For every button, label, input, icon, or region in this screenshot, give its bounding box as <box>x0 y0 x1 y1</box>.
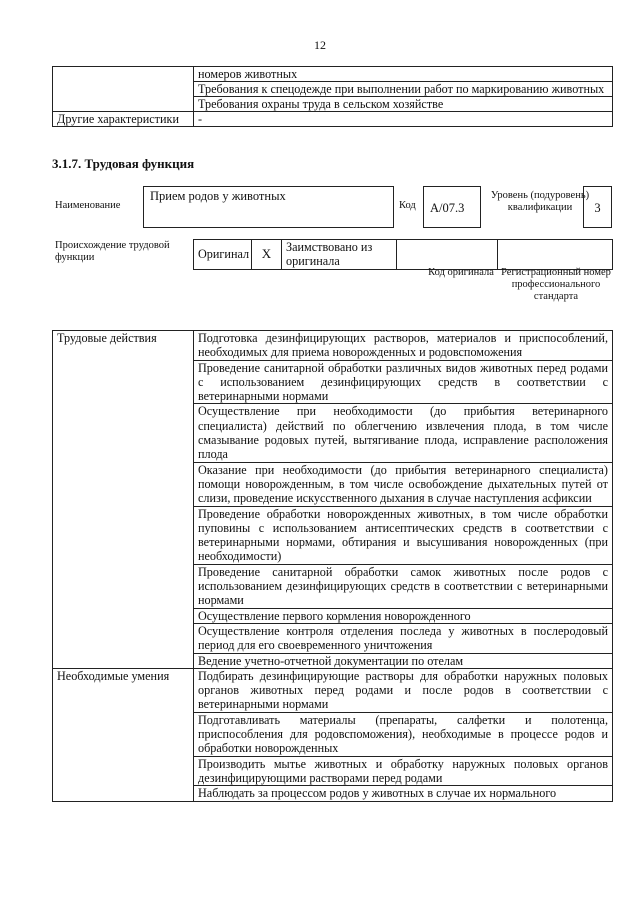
code-box <box>423 186 481 228</box>
function-name-value: Прием родов у животных <box>150 189 286 203</box>
other-characteristics-value: - <box>194 112 613 127</box>
labor-action-item: Осуществление первого кормления новорожденного <box>194 608 613 623</box>
original-code-cell <box>397 240 498 270</box>
level-box <box>583 186 612 228</box>
other-characteristics-label: Другие характеристики <box>53 112 194 127</box>
level-label: Уровень (подуровень) квалификации <box>490 190 590 213</box>
origin-table <box>193 239 613 270</box>
code-value: А/07.3 <box>430 201 465 215</box>
top-table-cell: Требования охраны труда в сельском хозяйстве <box>194 97 613 112</box>
labor-action-item: Подготовка дезинфицирующих растворов, материалов и приспособлений, необходимых для приема новорожденных и родовспоможения <box>194 331 613 361</box>
labor-action-item: Проведение санитарной обработки самок животных после родов с использованием дезинфицирующих средств в соответствии с ветеринарными нормами <box>194 564 613 608</box>
top-table-cell: Требования к спецодежде при выполнении работ по маркированию животных <box>194 82 613 97</box>
name-label: Наименование <box>55 200 121 211</box>
registration-number-cell <box>498 240 613 270</box>
skill-item: Подбирать дезинфицирующие растворы для обработки наружных половых органов животных перед родами и после родов в соответствии с ветеринарными нормами <box>194 668 613 712</box>
code-original-caption: Код оригинала <box>428 267 494 278</box>
original-label: Оригинал <box>194 240 252 270</box>
skill-item: Подготавливать материалы (препараты, салфетки и полотенца, приспособления для родовспоможения), необходимые в процессе родов и обработки новорожденных <box>194 712 613 756</box>
skill-item: Производить мытье животных и обработку наружных половых органов дезинфицирующими растворами перед родами <box>194 756 613 786</box>
top-table-empty-cell <box>53 67 194 112</box>
labor-action-item: Проведение обработки новорожденных животных, в том числе обработки пуповины с использованием антисептических средств в соответствии с ветеринарными нормами, обтирания и высушивания новорожденных (при необходимости) <box>194 506 613 564</box>
section-title: 3.1.7. Трудовая функция <box>52 156 195 171</box>
origin-label: Происхождение трудовой функции <box>55 240 170 263</box>
labor-action-item: Оказание при необходимости (до прибытия ветеринарного специалиста) помощи новорожденным, в том числе освобождение дыхательных путей от слизи, проведение искусственного дыхания в случае наступления асфиксии <box>194 462 613 506</box>
labor-action-item: Проведение санитарной обработки различных видов животных перед родами с использованием дезинфицирующих средств в соответствии с ветеринарными нормами <box>194 360 613 404</box>
code-label: Код <box>399 200 416 211</box>
top-table <box>52 66 613 127</box>
skills-label: Необходимые умения <box>53 668 194 801</box>
page-number: 12 <box>314 38 326 52</box>
function-name-box <box>143 186 394 228</box>
labor-function-table <box>52 330 613 802</box>
level-value: 3 <box>594 201 601 215</box>
top-table-cell: номеров животных <box>194 67 613 82</box>
registration-caption: Регистрационный номер профессионального стандарта <box>501 267 611 302</box>
labor-action-item: Осуществление контроля отделения последа у животных в послеродовый период для его своевременного уничтожения <box>194 623 613 653</box>
labor-action-item: Ведение учетно-отчетной документации по отелам <box>194 653 613 668</box>
borrowed-label: Заимствовано из оригинала <box>282 240 397 270</box>
original-mark: Х <box>252 240 282 270</box>
skill-item: Наблюдать за процессом родов у животных в случае их нормального <box>194 786 613 801</box>
labor-actions-label: Трудовые действия <box>53 331 194 669</box>
labor-action-item: Осуществление при необходимости (до прибытия ветеринарного специалиста) действий по облегчению извлечения плода, в том числе смазывание родовых путей, вытягивание плода, исправление расположения плода <box>194 404 613 462</box>
